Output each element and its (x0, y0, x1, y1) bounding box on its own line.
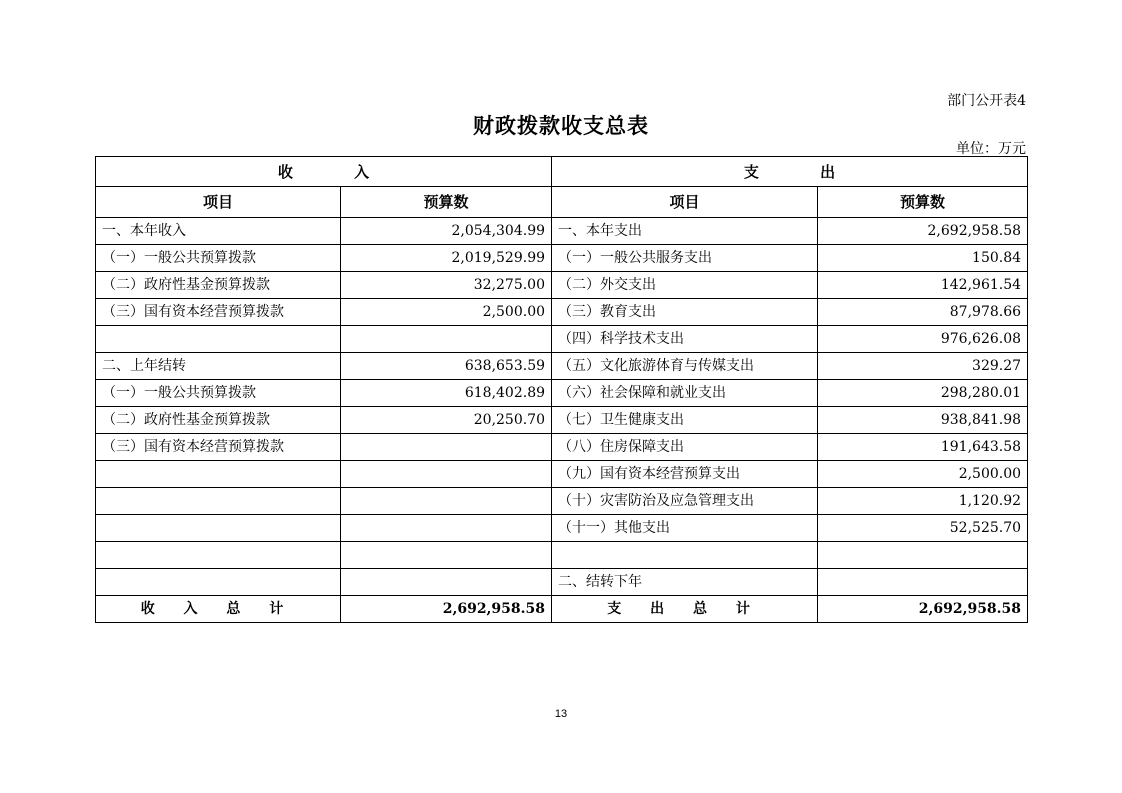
expense-amount-cell: 329.27 (818, 353, 1028, 380)
income-amount-cell: 2,019,529.99 (341, 245, 552, 272)
income-item-cell (96, 542, 341, 569)
expense-amount-cell: 142,961.54 (818, 272, 1028, 299)
expense-item-cell (552, 542, 818, 569)
table-row (96, 488, 1028, 515)
income-amount-cell (341, 569, 552, 596)
income-amount-cell: 2,500.00 (341, 299, 552, 326)
income-item-cell (96, 326, 341, 353)
income-amount-cell: 20,250.70 (341, 407, 552, 434)
expense-amount-cell: 298,280.01 (818, 380, 1028, 407)
income-amount-cell: 2,054,304.99 (341, 218, 552, 245)
expense-amount-cell (818, 569, 1028, 596)
income-amount-cell (341, 326, 552, 353)
expense-item-cell: （十）灾害防治及应急管理支出 (552, 488, 818, 515)
expense-amount-cell: 87,978.66 (818, 299, 1028, 326)
table-row (96, 569, 1028, 596)
income-amount-cell (341, 461, 552, 488)
expense-item-header: 项目 (552, 187, 818, 218)
table-row (96, 299, 1028, 326)
expense-amount-header: 预算数 (818, 187, 1028, 218)
total-row (96, 596, 1028, 623)
expense-amount-cell: 150.84 (818, 245, 1028, 272)
expense-item-cell: （十一）其他支出 (552, 515, 818, 542)
income-item-cell (96, 488, 341, 515)
income-item-cell: 二、上年结转 (96, 353, 341, 380)
expense-amount-cell (818, 542, 1028, 569)
table-row (96, 272, 1028, 299)
expense-item-cell: （二）外交支出 (552, 272, 818, 299)
expense-item-cell: （六）社会保障和就业支出 (552, 380, 818, 407)
expense-item-cell: （一）一般公共服务支出 (552, 245, 818, 272)
table-row (96, 245, 1028, 272)
income-item-cell (96, 569, 341, 596)
income-amount-cell (341, 434, 552, 461)
page-title: 财政拨款收支总表 (473, 113, 649, 138)
income-item-cell: 一、本年收入 (96, 218, 341, 245)
expense-item-cell: （四）科学技术支出 (552, 326, 818, 353)
income-item-cell (96, 461, 341, 488)
expense-item-cell: （三）教育支出 (552, 299, 818, 326)
income-amount-cell (341, 488, 552, 515)
income-item-cell: （二）政府性基金预算拨款 (96, 272, 341, 299)
table-row (96, 542, 1028, 569)
expense-item-cell: （七）卫生健康支出 (552, 407, 818, 434)
expense-total-amount: 2,692,958.58 (818, 596, 1028, 623)
expense-amount-cell: 52,525.70 (818, 515, 1028, 542)
income-item-cell: （二）政府性基金预算拨款 (96, 407, 341, 434)
income-amount-cell (341, 542, 552, 569)
income-item-cell (96, 515, 341, 542)
income-amount-cell (341, 515, 552, 542)
income-item-cell: （一）一般公共预算拨款 (96, 245, 341, 272)
table-row (96, 326, 1028, 353)
income-section-header: 收 入 (96, 157, 552, 187)
table-row (96, 218, 1028, 245)
table-row (96, 353, 1028, 380)
page-number: 13 (554, 708, 568, 720)
table-row (96, 461, 1028, 488)
income-amount-cell: 618,402.89 (341, 380, 552, 407)
income-item-header: 项目 (96, 187, 341, 218)
expense-item-cell: 一、本年支出 (552, 218, 818, 245)
expense-item-cell: 二、结转下年 (552, 569, 818, 596)
income-item-cell: （三）国有资本经营预算拨款 (96, 434, 341, 461)
table-row (96, 434, 1028, 461)
expense-section-header: 支 出 (552, 157, 1028, 187)
expense-amount-cell: 976,626.08 (818, 326, 1028, 353)
expense-amount-cell: 2,500.00 (818, 461, 1028, 488)
expense-total-label: 支 出 总 计 (552, 596, 818, 623)
section-header-row (96, 157, 1028, 187)
table-number: 部门公开表4 (947, 93, 1026, 109)
expense-amount-cell: 2,692,958.58 (818, 218, 1028, 245)
column-header-row (96, 187, 1028, 218)
expense-item-cell: （九）国有资本经营预算支出 (552, 461, 818, 488)
expense-amount-cell: 191,643.58 (818, 434, 1028, 461)
table-row (96, 380, 1028, 407)
income-amount-header: 预算数 (341, 187, 552, 218)
expense-item-cell: （五）文化旅游体育与传媒支出 (552, 353, 818, 380)
budget-table (95, 156, 1028, 623)
income-amount-cell: 638,653.59 (341, 353, 552, 380)
expense-amount-cell: 938,841.98 (818, 407, 1028, 434)
unit-label: 单位：万元 (956, 141, 1026, 157)
table-row (96, 515, 1028, 542)
income-total-label: 收 入 总 计 (96, 596, 341, 623)
income-total-amount: 2,692,958.58 (341, 596, 552, 623)
expense-item-cell: （八）住房保障支出 (552, 434, 818, 461)
expense-amount-cell: 1,120.92 (818, 488, 1028, 515)
income-item-cell: （三）国有资本经营预算拨款 (96, 299, 341, 326)
income-item-cell: （一）一般公共预算拨款 (96, 380, 341, 407)
income-amount-cell: 32,275.00 (341, 272, 552, 299)
table-row (96, 407, 1028, 434)
